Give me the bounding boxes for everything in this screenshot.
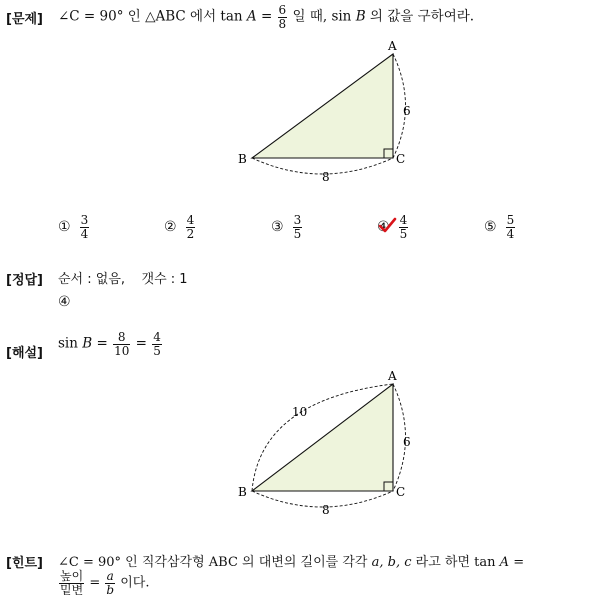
solution-f2-den: 5 <box>153 343 161 358</box>
choice-1-den: 4 <box>80 226 89 241</box>
hint-height: 높이 <box>60 569 84 583</box>
side-bc-1: 8 <box>322 170 330 184</box>
solution-sin: sin <box>58 335 78 352</box>
triangle-name: △ABC <box>145 8 186 25</box>
hint-eq-1: = <box>513 555 525 570</box>
side-ac-1: 6 <box>403 104 411 118</box>
solution-eq-1: = <box>96 335 108 352</box>
solution-tag: [해설] <box>6 346 43 361</box>
label-a-2: A <box>388 369 397 383</box>
problem-tag: [문제] <box>6 12 43 27</box>
solution-var-b: B <box>82 335 93 352</box>
label-c-1: C <box>396 152 406 166</box>
choice-4-num: 4 <box>399 213 408 227</box>
label-b-1: B <box>238 152 247 166</box>
hint-fraction-words <box>59 570 84 596</box>
hint-tag: [힌트] <box>6 556 43 571</box>
choice-1-mark: ① <box>58 219 71 236</box>
choice-5-mark: ⑤ <box>484 219 497 236</box>
hint-var-b: b, <box>387 555 401 570</box>
hint-line-2 <box>58 570 149 596</box>
answer-tag: [정답] <box>6 273 43 288</box>
choice-2-den: 2 <box>186 226 195 241</box>
solution-eq-2: = <box>135 335 147 352</box>
choice-2-num: 4 <box>186 213 195 227</box>
solution-f1-den: 10 <box>114 343 130 358</box>
equals: = <box>260 8 273 25</box>
hint-var-c: c <box>404 555 412 570</box>
choice-5-num: 5 <box>506 213 515 227</box>
var-a: A <box>246 8 257 25</box>
hint-end: 이다. <box>120 575 150 591</box>
hint-eq-2: = <box>89 575 101 591</box>
choice-3-num: 3 <box>293 213 302 227</box>
tan-numerator: 6 <box>278 3 287 17</box>
answer-info: 순서 : 없음, 갯수 : 1 <box>58 272 188 287</box>
side-ac-2: 6 <box>403 435 411 449</box>
label-b-2: B <box>238 485 247 499</box>
triangle-2-shape <box>252 384 393 491</box>
choice-1-num: 3 <box>80 213 89 227</box>
problem-text-2: 에서 tan <box>190 8 243 25</box>
label-a-1: A <box>388 39 397 53</box>
hint-f2-den: b <box>106 582 115 597</box>
hint-var-a: a, <box>371 555 384 570</box>
choice-2-mark: ② <box>164 219 177 236</box>
hint-tan-var: A <box>499 555 510 570</box>
hint-f2-num: a <box>106 569 114 583</box>
label-c-2: C <box>396 485 406 499</box>
hint-fraction-ab <box>105 570 115 596</box>
solution-f1-num: 8 <box>113 331 130 345</box>
hint-line-1 <box>58 551 524 570</box>
choice-3-mark: ③ <box>271 219 284 236</box>
solution-f2-num: 4 <box>153 330 161 344</box>
hint-base: 밑변 <box>60 582 84 597</box>
choice-5-den: 4 <box>506 226 515 241</box>
answer-value: ④ <box>58 294 71 310</box>
var-b: B <box>355 8 366 25</box>
side-ab-2: 10 <box>292 405 308 419</box>
problem-text-4: 의 값을 구하여라. <box>369 8 475 25</box>
side-bc-2: 8 <box>322 503 330 517</box>
choice-4-den: 5 <box>399 226 408 241</box>
hint-text-2: 라고 하면 tan <box>415 555 496 570</box>
problem-text-3: 일 때, sin <box>292 8 352 25</box>
choice-4-mark-text: ④ <box>377 219 390 236</box>
choice-3-den: 5 <box>293 226 302 241</box>
hint-text-1: ∠C = 90° 인 직각삼각형 ABC 의 대변의 길이를 각각 <box>58 555 368 570</box>
problem-text-1: 인 <box>127 8 141 25</box>
tan-denominator: 8 <box>278 16 287 31</box>
angle-condition: ∠C = 90° <box>58 8 124 25</box>
